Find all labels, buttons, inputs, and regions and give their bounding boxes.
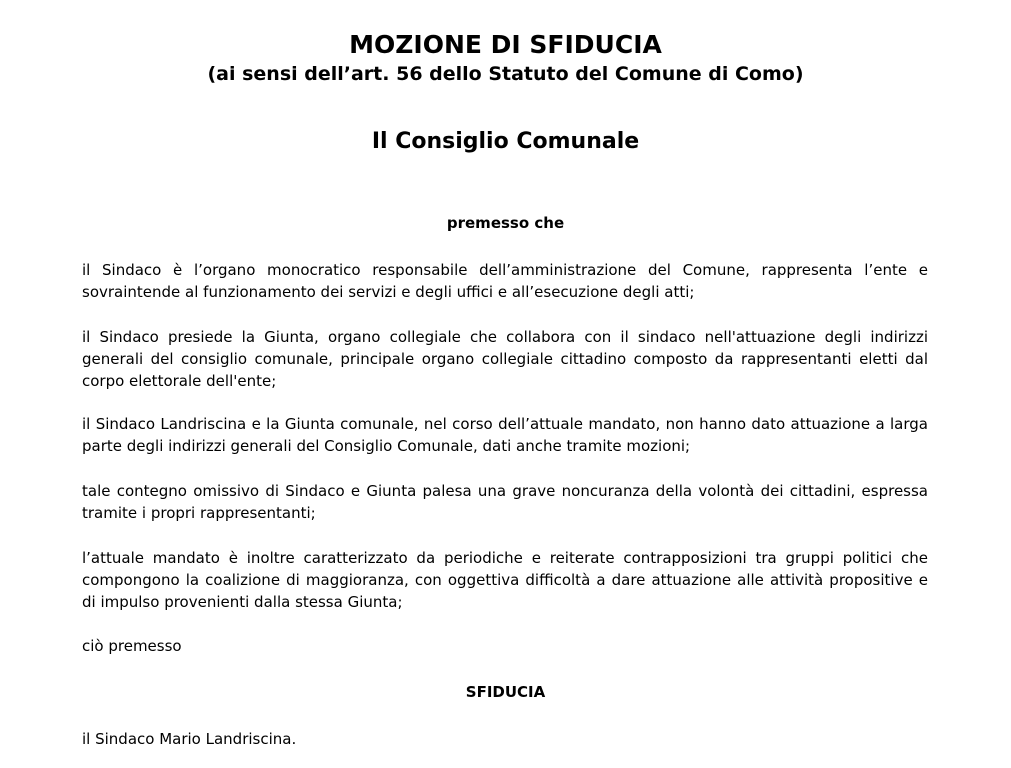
closing-premise: ciò premesso [82,637,182,655]
decision-label: SFIDUCIA [465,683,546,701]
premise-label: premesso che [446,214,565,232]
decision-text: il Sindaco Mario Landriscina. [82,730,297,748]
document-subtitle: (ai sensi dell’art. 56 dello Statuto del Comune di Como) [207,63,804,85]
paragraph-4: tale contegno omissivo di Sindaco e Giunta palesa una grave noncuranza della volontà dei cittadini, espressa tramite i propri rappresentanti; [82,482,928,522]
paragraph-2: il Sindaco presiede la Giunta, organo collegiale che collabora con il sindaco nell'attuazione degli indirizzi generali del consiglio comunale, principale organo collegiale cittadino composto da rappresentanti eletti dal corpo elettorale dell'ente; [82,328,928,390]
paragraph-3: il Sindaco Landriscina e la Giunta comunale, nel corso dell’attuale mandato, non hanno dato attuazione a larga parte degli indirizzi generali del Consiglio Comunale, dati anche tramite mozioni; [82,415,928,455]
paragraph-5: l’attuale mandato è inoltre caratterizzato da periodiche e reiterate contrapposizioni tra gruppi politici che compongono la coalizione di maggioranza, con oggettiva difficoltà a dare attuazione alle attività propositive e di impulso provenienti dalla stessa Giunta; [82,549,928,611]
paragraph-1: il Sindaco è l’organo monocratico responsabile dell’amministrazione del Comune, rappresenta l’ente e sovraintende al funzionamento dei servizi e degli uffici e all’esecuzione degli atti; [82,261,928,301]
document-title: MOZIONE DI SFIDUCIA [349,30,662,59]
council-heading: Il Consiglio Comunale [371,129,640,154]
